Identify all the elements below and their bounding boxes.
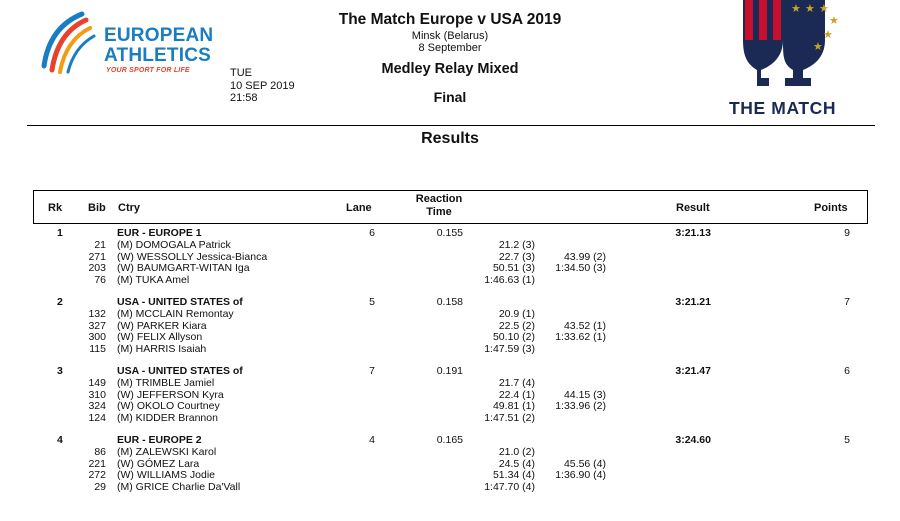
team-country: EUR - EUROPE 1 xyxy=(117,227,202,239)
athlete-split: 1:46.63 (1) xyxy=(484,274,535,287)
athlete-split: 1:47.70 (4) xyxy=(484,481,535,494)
svg-text:★: ★ xyxy=(805,2,815,15)
svg-text:★: ★ xyxy=(819,2,829,15)
athlete-cumulative: 45.56 (4) xyxy=(563,457,606,470)
athlete-name: (M) HARRIS Isaiah xyxy=(117,343,207,356)
athlete-name: (W) GÓMEZ Lara xyxy=(117,457,200,470)
athlete-name: (W) WESSOLLY Jessica-Bianca xyxy=(117,250,268,263)
athlete-name: (W) OKOLO Courtney xyxy=(117,400,220,413)
printed-day: TUE xyxy=(230,67,252,79)
european-athletics-logo xyxy=(38,8,228,78)
meet-location: Minsk (Belarus) xyxy=(411,30,489,42)
col-points: Points xyxy=(814,202,848,214)
col-bib: Bib xyxy=(88,202,106,214)
col-result: Result xyxy=(676,202,710,214)
athlete-name: (W) BAUMGART-WITAN Iga xyxy=(117,262,250,275)
athlete-bib: 21 xyxy=(94,239,106,251)
athlete-bib: 149 xyxy=(88,377,106,389)
col-ctry: Ctry xyxy=(118,202,141,214)
team-country: EUR - EUROPE 2 xyxy=(117,434,202,446)
athlete-cumulative: 44.15 (3) xyxy=(563,388,606,401)
brand-name: THE MATCH xyxy=(729,98,837,118)
team-rank: 1 xyxy=(57,227,63,239)
team-result: 3:24.60 xyxy=(675,434,711,446)
athlete-name: (W) FELIX Allyson xyxy=(117,331,203,344)
svg-text:★: ★ xyxy=(813,40,823,53)
athlete-cumulative: 1:34.50 (3) xyxy=(555,262,606,275)
athlete-bib: 29 xyxy=(94,481,106,494)
team-country: USA - UNITED STATES of xyxy=(117,365,243,377)
athlete-name: (M) DOMOGALA Patrick xyxy=(117,239,231,251)
col-rk: Rk xyxy=(48,202,63,214)
team-rank: 4 xyxy=(57,434,63,446)
athlete-bib: 271 xyxy=(88,250,106,263)
athlete-bib: 203 xyxy=(88,262,106,275)
team-reaction-time: 0.191 xyxy=(436,365,463,377)
athlete-cumulative: 43.99 (2) xyxy=(563,250,606,263)
athlete-split: 24.5 (4) xyxy=(498,457,535,470)
svg-text:★: ★ xyxy=(791,2,801,15)
athlete-split: 50.51 (3) xyxy=(492,262,535,275)
team-lane: 5 xyxy=(369,296,375,308)
ea-swoosh-icon xyxy=(38,8,108,78)
team-lane: 7 xyxy=(369,365,375,377)
team-result: 3:21.13 xyxy=(675,227,711,239)
org-tagline: YOUR SPORT FOR LIFE xyxy=(106,67,190,74)
team-points: 7 xyxy=(844,296,850,308)
athlete-split: 49.81 (1) xyxy=(492,400,535,413)
athlete-cumulative: 1:36.90 (4) xyxy=(555,469,606,482)
athlete-split: 51.34 (4) xyxy=(492,469,535,482)
athlete-split: 21.7 (4) xyxy=(498,377,535,389)
athlete-split: 20.9 (1) xyxy=(498,308,535,320)
athlete-split: 50.10 (2) xyxy=(492,331,535,344)
team-reaction-time: 0.158 xyxy=(436,296,463,308)
athlete-name: (M) GRICE Charlie Da'Vall xyxy=(117,481,241,494)
athlete-bib: 86 xyxy=(94,446,106,458)
athlete-bib: 327 xyxy=(88,319,106,332)
athlete-split: 22.7 (3) xyxy=(498,250,535,263)
athlete-name: (M) ZALEWSKI Karol xyxy=(117,446,217,458)
athlete-name: (W) JEFFERSON Kyra xyxy=(117,388,224,401)
header-divider xyxy=(27,125,875,126)
team-rank: 2 xyxy=(57,296,63,308)
athlete-cumulative: 43.52 (1) xyxy=(563,319,606,332)
athlete-name: (W) PARKER Kiara xyxy=(117,319,207,332)
athlete-name: (M) TRIMBLE Jamiel xyxy=(117,377,215,389)
team-rank: 3 xyxy=(57,365,63,377)
athlete-cumulative: 1:33.96 (2) xyxy=(555,400,606,413)
team-reaction-time: 0.155 xyxy=(436,227,463,239)
org-name: EUROPEAN ATHLETICS xyxy=(104,25,214,66)
athlete-name: (M) MCCLAIN Remontay xyxy=(117,308,234,320)
meet-header xyxy=(300,10,600,105)
athlete-name: (M) KIDDER Brannon xyxy=(117,412,218,425)
athlete-bib: 272 xyxy=(88,469,106,482)
column-header-row xyxy=(33,190,868,224)
printed-date: 10 SEP 2019 xyxy=(230,79,295,92)
team-points: 6 xyxy=(844,365,850,377)
team-lane: 6 xyxy=(369,227,375,239)
athlete-bib: 310 xyxy=(88,388,106,401)
team-lane: 4 xyxy=(369,434,375,446)
athlete-bib: 132 xyxy=(88,308,106,320)
meet-title: The Match Europe v USA 2019 xyxy=(338,11,562,28)
athlete-name: (M) TUKA Amel xyxy=(117,274,190,287)
team-reaction-time: 0.165 xyxy=(436,434,463,446)
col-lane: Lane xyxy=(346,202,372,214)
athlete-split: 22.5 (2) xyxy=(498,319,535,332)
trophy-icon xyxy=(725,0,865,95)
svg-text:★: ★ xyxy=(823,28,833,41)
event-phase: Final xyxy=(433,89,467,105)
team-points: 9 xyxy=(844,227,850,239)
team-country: USA - UNITED STATES of xyxy=(117,296,243,308)
event-name: Medley Relay Mixed xyxy=(381,61,519,77)
team-result: 3:21.21 xyxy=(675,296,711,308)
team-points: 5 xyxy=(844,434,850,446)
section-title: Results xyxy=(421,130,479,147)
athlete-bib: 76 xyxy=(94,274,106,287)
athlete-split: 21.2 (3) xyxy=(498,239,535,251)
svg-text:★: ★ xyxy=(829,14,839,27)
meet-date: 8 September xyxy=(418,42,482,54)
printed-time: 21:58 xyxy=(230,92,258,104)
athlete-bib: 124 xyxy=(88,412,106,425)
athlete-bib: 221 xyxy=(88,457,106,470)
athlete-split: 22.4 (1) xyxy=(498,388,535,401)
athlete-split: 1:47.51 (2) xyxy=(484,412,535,425)
col-reaction: Reaction Time xyxy=(415,193,463,218)
printed-timestamp xyxy=(230,67,295,105)
athlete-split: 21.0 (2) xyxy=(498,446,535,458)
athlete-bib: 115 xyxy=(89,343,106,356)
athlete-bib: 300 xyxy=(88,331,106,344)
team-result: 3:21.47 xyxy=(675,365,711,377)
athlete-cumulative: 1:33.62 (1) xyxy=(555,331,606,344)
athlete-name: (W) WILLIAMS Jodie xyxy=(117,469,216,482)
the-match-logo xyxy=(725,0,865,120)
athlete-split: 1:47.59 (3) xyxy=(484,343,535,356)
athlete-bib: 324 xyxy=(88,400,106,413)
